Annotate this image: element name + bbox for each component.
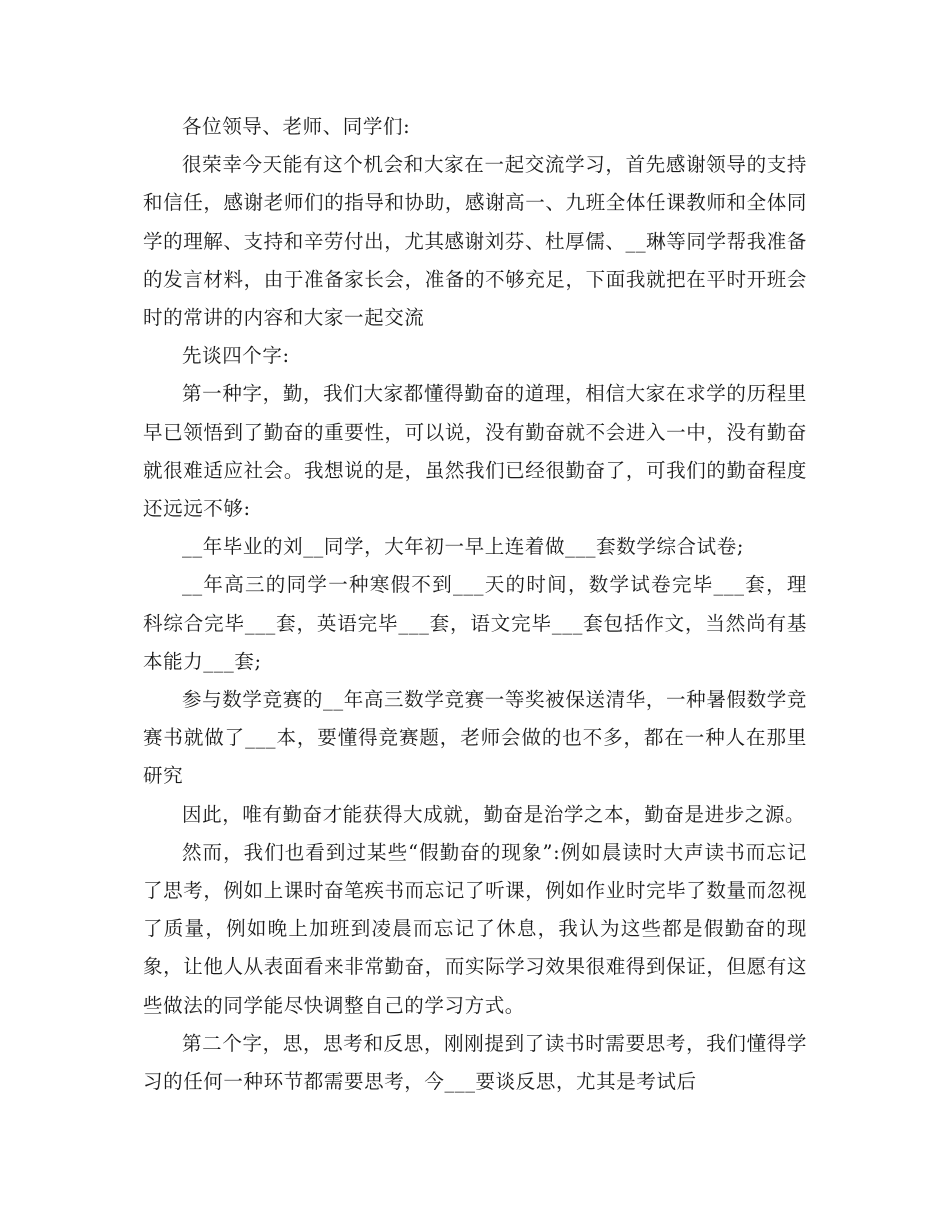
four-characters-heading: 先谈四个字: <box>182 344 290 368</box>
diligence-paragraph: 第一种字，勤，我们大家都懂得勤奋的道理，相信大家在求学的历程里早已领悟到了勤奋的重要性，可以说，没有勤奋就不会进入一中，没有勤奋就很难适应社会。我想说的是，虽然我们已经很勤奋了，可我们的勤奋程度还远远不够: <box>143 382 807 521</box>
false-diligence-paragraph: 然而，我们也看到过某些“假勤奋的现象”:例如晨读时大声读书而忘记了思考，例如上课时奋笔疾书而忘记了听课，例如作业时完毕了数量而忽视了质量，例如晚上加班到凌晨而忘记了休息，我认为这些都是假勤奋的现象，让他人从表面看来非常勤奋，而实际学习效果很难得到保证，但愿有这些做法的同学能尽快调整自己的学习方式。 <box>143 840 807 1017</box>
intro-paragraph: 很荣幸今天能有这个机会和大家在一起交流学习，首先感谢领导的支持和信任，感谢老师们的指导和协助，感谢高一、九班全体任课教师和全体同学的理解、支持和辛劳付出，尤其感谢刘芬、杜厚儒、__琳等同学帮我准备的发言材料，由于准备家长会，准备的不够充足，下面我就把在平时开班会时的常讲的内容和大家一起交流 <box>143 153 807 330</box>
document-body <box>143 108 807 1101</box>
example-paragraph-2: __年高三的同学一种寒假不到___天的时间，数学试卷完毕___套，理科综合完毕___套，英语完毕___套，语文完毕___套包括作文，当然尚有基本能力___套; <box>143 573 807 673</box>
example-paragraph-1: __年毕业的刘__同学，大年初一早上连着做___套数学综合试卷; <box>182 535 745 559</box>
salutation-paragraph: 各位领导、老师、同学们: <box>182 115 411 138</box>
diligence-conclusion-paragraph: 因此，唯有勤奋才能获得大成就，勤奋是治学之本，勤奋是进步之源。 <box>182 802 806 826</box>
reflection-paragraph: 第二个字，思，思考和反思，刚刚提到了读书时需要思考，我们懂得学习的任何一种环节都需要思考，今___要谈反思，尤其是考试后 <box>143 1031 807 1094</box>
example-paragraph-3: 参与数学竞赛的__年高三数学竞赛一等奖被保送清华，一种暑假数学竞赛书就做了___本，要懂得竞赛题，老师会做的也不多，都在一种人在那里研究 <box>143 688 807 788</box>
